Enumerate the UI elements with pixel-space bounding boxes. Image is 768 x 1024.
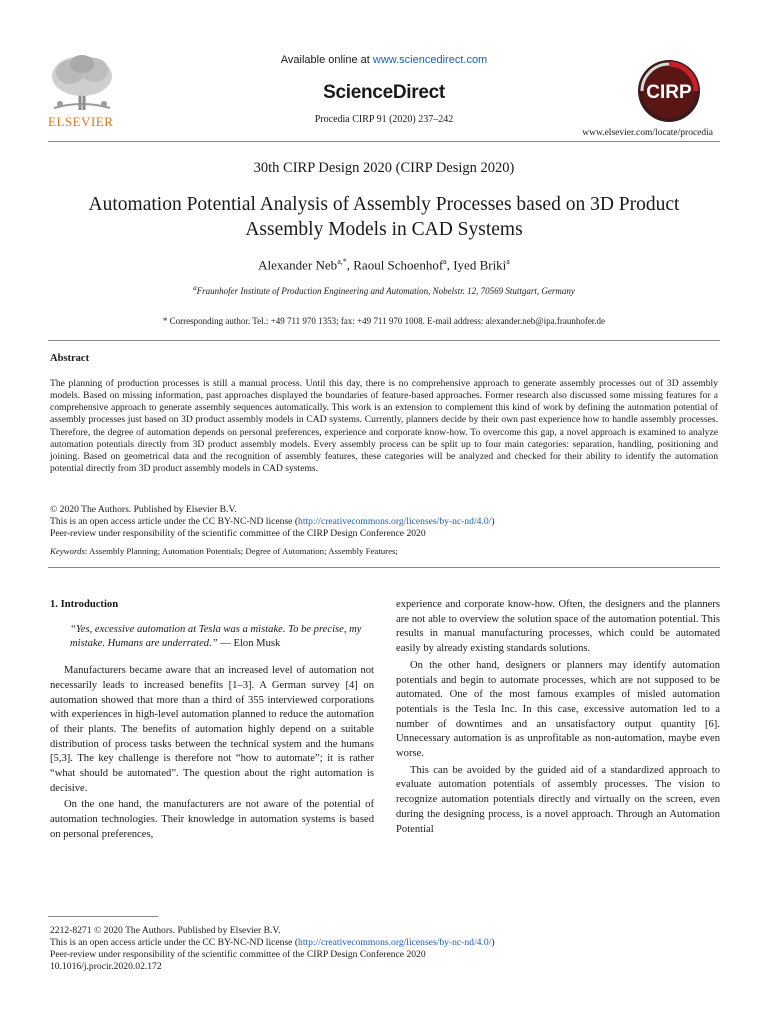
available-prefix: Available online at <box>280 54 373 66</box>
author-2-sup: a <box>443 257 447 266</box>
keywords-label: Keywords <box>50 546 85 556</box>
sciencedirect-link[interactable]: www.sciencedirect.com <box>372 54 488 66</box>
paper-title <box>60 192 708 242</box>
publisher-url[interactable]: www.elsevier.com/locate/procedia <box>582 128 713 138</box>
intro-paragraph-2: On the one hand, the manufacturers are not aware of the potential of automation technologies. Their knowledge in automation systems is based on personal preferences, <box>50 799 374 840</box>
paper-title-line-1: Automation Potential Analysis of Assembly Processes based on 3D Product <box>88 194 680 215</box>
author-3: Iyed Briki <box>453 257 507 273</box>
paper-title-line-2: Assembly Models in CAD Systems <box>245 219 523 240</box>
abstract-heading: Abstract <box>50 353 90 364</box>
elsevier-wordmark: ELSEVIER <box>48 114 114 129</box>
epigraph-quote <box>50 623 374 652</box>
author-list: Alexander Neb$^{a,*}$, Raoul Schoenhof$^a$, Iyed Briki$^a$ <box>258 257 510 273</box>
cirp-logo-text: CIRP <box>646 82 692 103</box>
right-column <box>396 598 720 837</box>
abstract-body: The planning of production processes is still a manual process. Until this day, there is no comprehensive approach to generate assembly processes out of 3D assembly models. Based on missing information, past approaches displayed the boundaries of feature-based approaches. Former research also discussed some missing features for a comprehensive approach to generate assembly sequences automatically. This work is an extension to complement this kind of work by defining the automation potential of assembly processes just based on 3D product assembly models in CAD systems. Currently, planners decide by their own past experience how to handle assembly processes. Therefore, the degree of automation depends on personal preferences, experience and corporate know-how. To overcome this gap, a novel approach is examined to analyze automation potentials directly from 3D product assembly models. Every assembly process can be split up to four main categories: separation, handling, positioning and joining. Based on geometrical data and the recognition of assembly features, these categories will be analyzed and checked for their ability to identify the automation potential directly from 3D product assembly models in CAD systems. <box>50 378 718 475</box>
author-1: Alexander Neb <box>258 257 338 273</box>
affiliation <box>0 284 768 296</box>
author-2: Raoul Schoenhof <box>353 257 444 273</box>
footer-license-suffix: ) <box>491 937 495 948</box>
affiliation-sup: a <box>193 284 197 292</box>
header-divider <box>48 141 720 142</box>
footer-doi[interactable]: 10.1016/j.procir.2020.02.172 <box>50 961 162 972</box>
footer-license-prefix: This is an open access article under the CC BY-NC-ND license ( <box>50 937 299 948</box>
section-heading-introduction: 1. Introduction <box>50 599 119 610</box>
affiliation-text: Fraunhofer Institute of Production Engineering and Automation, Nobelstr. 12, 70569 Stuttgart, Germany <box>196 286 575 296</box>
copyright-line: © 2020 The Authors. Published by Elsevier B.V. <box>50 504 237 515</box>
footnote-divider <box>48 916 158 917</box>
intro-paragraph-1: Manufacturers became aware that an increased level of automation not necessarily leads to increased benefits [1–3]. A German survey [4] on automation showed that more than a third of 355 interviewed corporations with experiences in high-level automation planned to reduce the automation of their plants. The benefits of automation highly depend on a suitable distribution of process tasks between the technical system and the humans [5,3]. The key challenge is therefore not “how to automate”; it is rather “what should be automated”. The question about the right automation is decisive. <box>50 665 374 794</box>
left-column <box>50 598 374 843</box>
cirp-logo <box>626 58 712 124</box>
license-prefix: This is an open access article under the CC BY-NC-ND license ( <box>50 516 299 527</box>
conference-name: 30th CIRP Design 2020 (CIRP Design 2020) <box>253 160 515 176</box>
intro-paragraph-4: On the other hand, designers or planners may identify automation potentials and begin to automate processes, which are not supposed to be automated. One of the most famous examples of misled automation potentials is the Tesla Inc. In this case, excessive automation led to a number of downtimes and an unsatisfactory output quantity [6]. Unnecessary automation is as unprofitable as non-automation, maybe even worse. <box>396 659 720 760</box>
sciencedirect-brand: ScienceDirect <box>323 82 445 103</box>
footer-issn: 2212-8271 © 2020 The Authors. Published by Elsevier B.V. <box>50 925 281 936</box>
abstract-divider <box>48 567 720 568</box>
keywords-list: : Assembly Planning; Automation Potentials; Degree of Automation; Assembly Features; <box>84 546 398 556</box>
footer-license <box>50 937 495 949</box>
journal-citation: Procedia CIRP 91 (2020) 237–242 <box>314 114 454 125</box>
corresponding-author: * Corresponding author. Tel.: +49 711 970 1353; fax: +49 711 970 1008. E-mail address: alexander.neb@ipa.fraunhofer.de <box>162 316 606 326</box>
peer-review-line: Peer-review under responsibility of the scientific committee of the CIRP Design Conference 2020 <box>50 528 426 539</box>
license-suffix: ) <box>491 516 495 527</box>
license-link[interactable]: http://creativecommons.org/licenses/by-nc-nd/4.0/ <box>298 516 492 527</box>
quote-attribution: — Elon Musk <box>217 638 281 650</box>
quote-text: “Yes, excessive automation at Tesla was a mistake. To be precise, my mistake. Humans are underrated.” <box>70 623 362 650</box>
intro-paragraph-3: experience and corporate know-how. Often, the designers and the planners are not able to overview the solution space of the automation potential. This results in manual manufacturing processes, which could be automated easily by already existing standards solutions. <box>396 599 720 655</box>
front-matter-divider <box>48 340 720 341</box>
intro-paragraph-5: This can be avoided by the guided aid of a standardized approach to evaluate automation potentials of assembly processes. The vision to recognize automation potentials directly and virtually on the screen, even during the designing process, is a novel approach. Through an Automation Potential <box>396 764 720 835</box>
footer-license-link[interactable]: http://creativecommons.org/licenses/by-nc-nd/4.0/ <box>298 937 492 948</box>
footer-peer-review: Peer-review under responsibility of the scientific committee of the CIRP Design Conference 2020 <box>50 949 426 960</box>
license-line <box>50 516 495 527</box>
author-3-sup: a <box>506 257 510 266</box>
author-1-sup: a,* <box>337 257 347 266</box>
keywords-line <box>50 546 398 556</box>
